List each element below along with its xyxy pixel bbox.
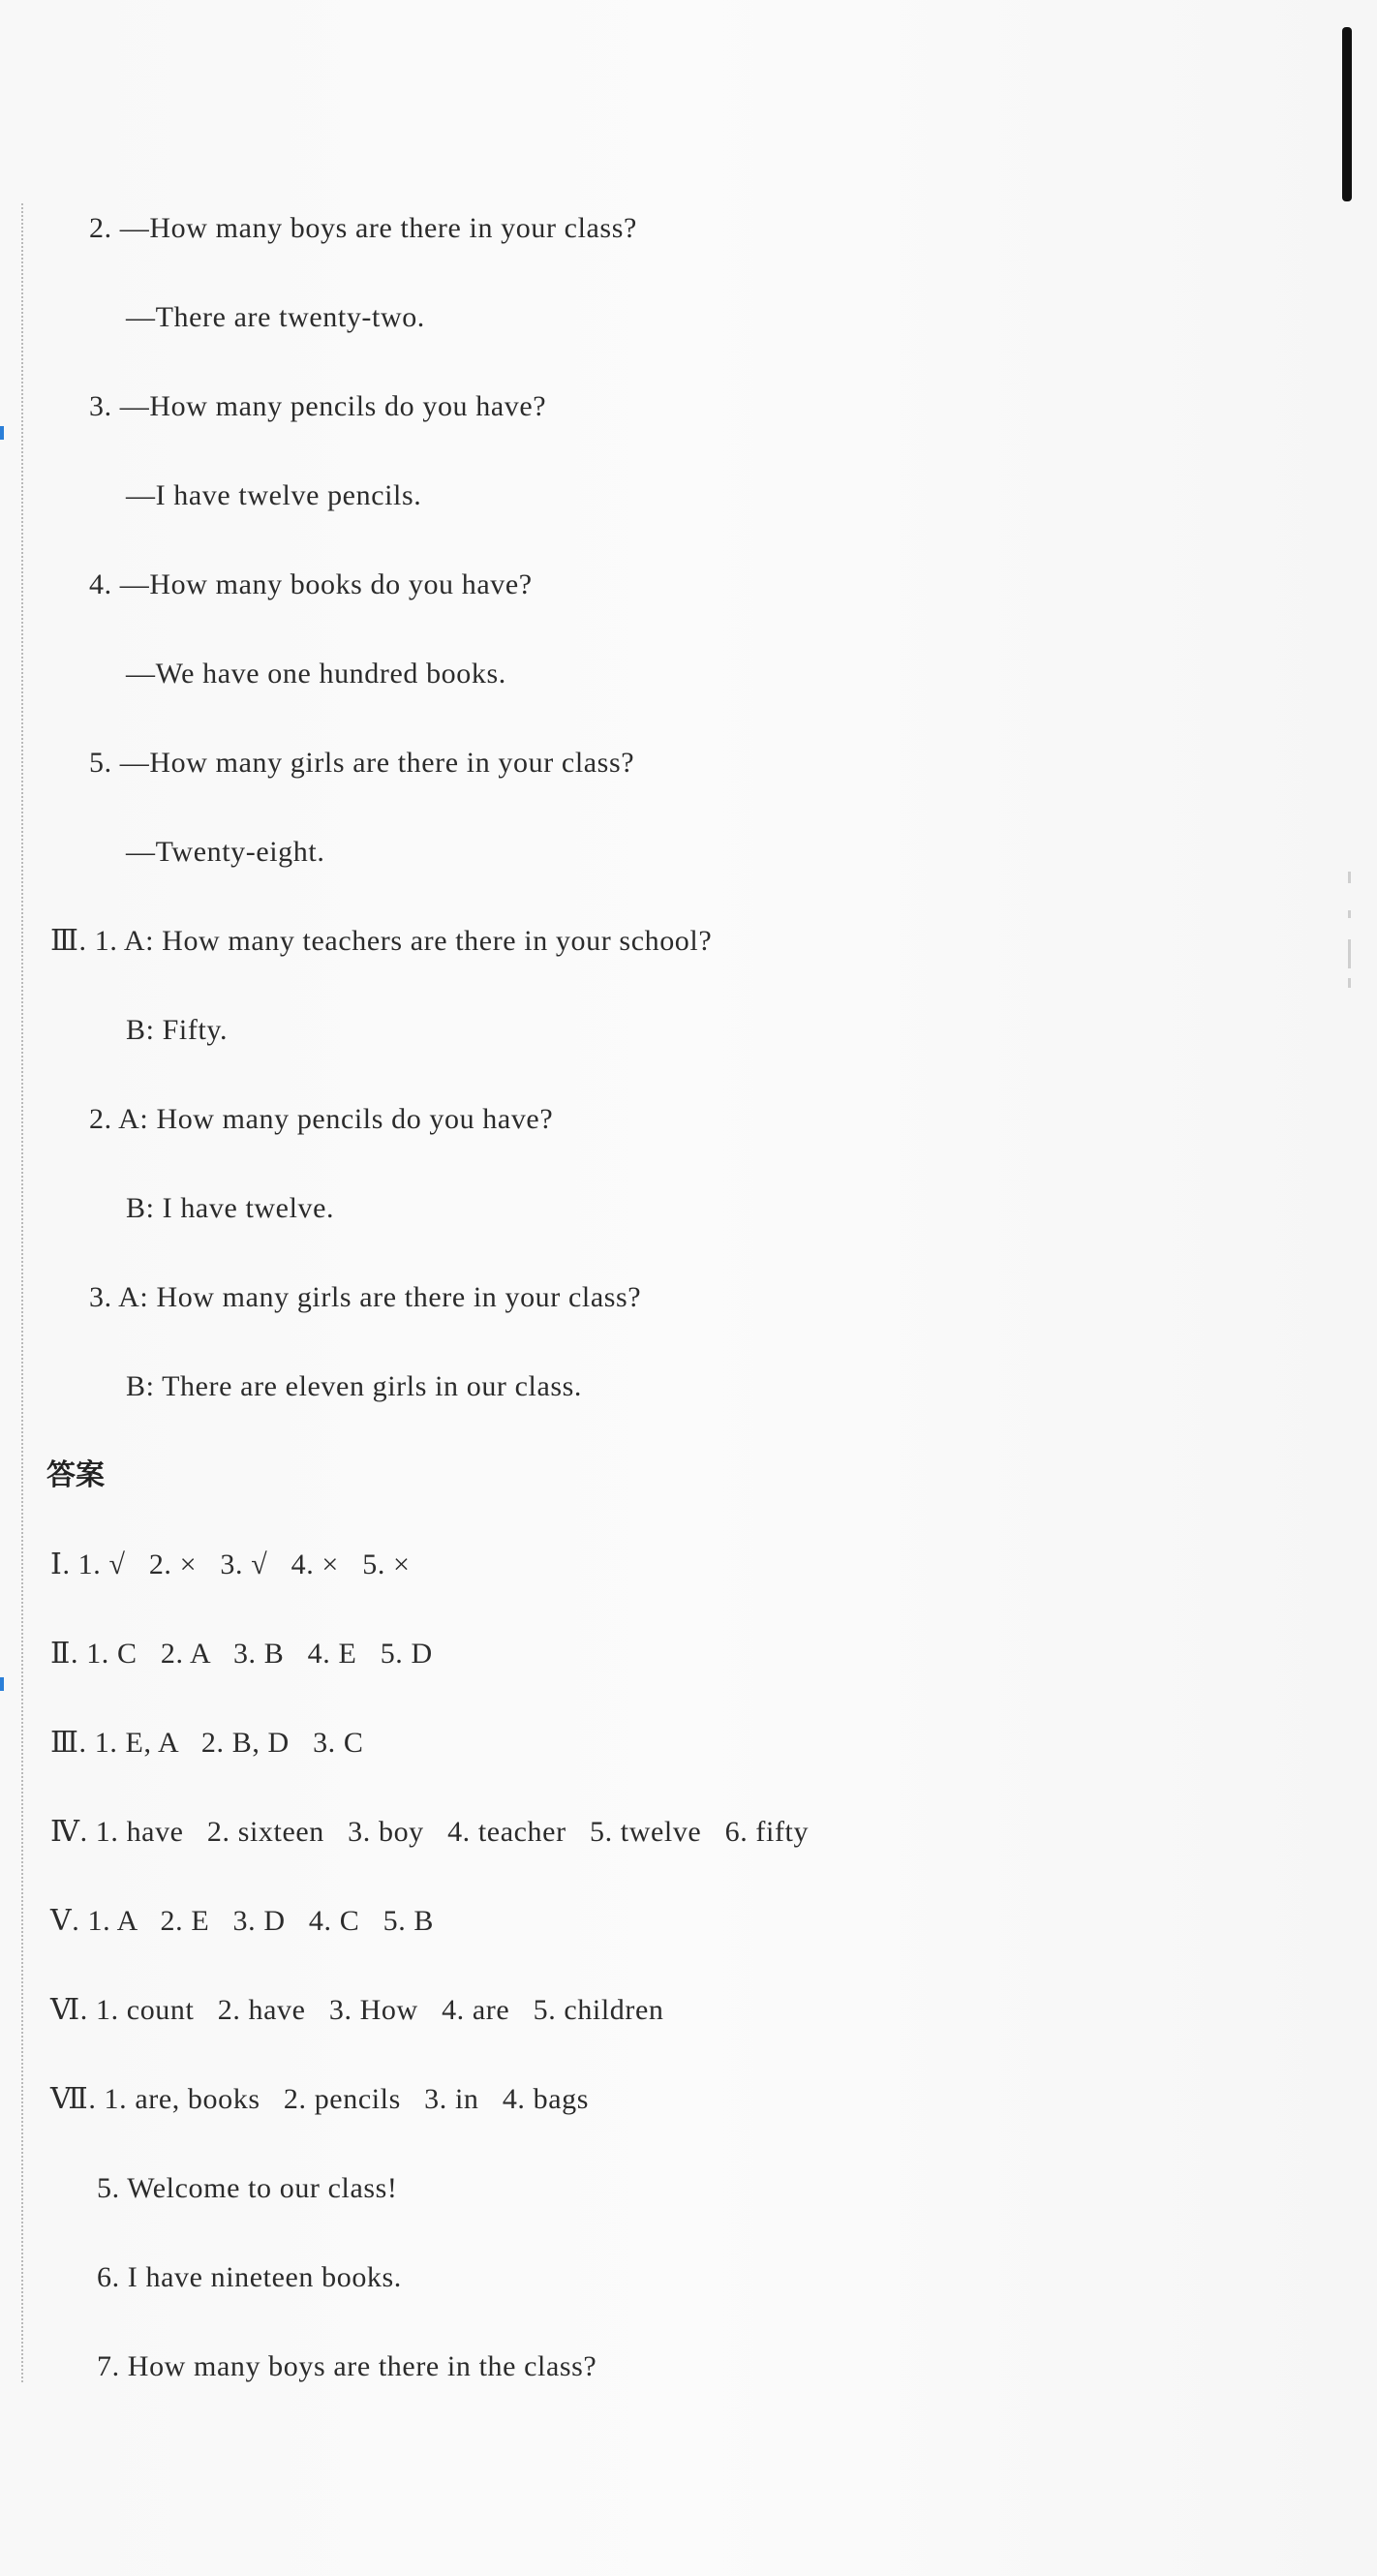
margin-mark	[0, 426, 4, 440]
answer-line: Ⅶ. 1. are, books 2. pencils 3. in 4. bags	[50, 2083, 590, 2115]
answer-line: 7. How many boys are there in the class?	[97, 2350, 597, 2382]
answer-line: Ⅰ. 1. √ 2. × 3. √ 4. × 5. ×	[50, 1549, 411, 1580]
answer-line: Ⅱ. 1. C 2. A 3. B 4. E 5. D	[50, 1638, 433, 1670]
dialogue-line: 3. —How many pencils do you have?	[89, 390, 547, 422]
dialogue-line: 2. A: How many pencils do you have?	[89, 1103, 554, 1135]
answer-line: Ⅲ. 1. E, A 2. B, D 3. C	[50, 1727, 364, 1759]
edge-speck	[1348, 872, 1351, 883]
answer-line: Ⅴ. 1. A 2. E 3. D 4. C 5. B	[50, 1905, 435, 1937]
dialogue-line: 4. —How many books do you have?	[89, 568, 533, 600]
page-edge-shadow	[1342, 27, 1352, 201]
dialogue-line: 3. A: How many girls are there in your class?	[89, 1281, 642, 1313]
answer-line: Ⅵ. 1. count 2. have 3. How 4. are 5. children	[50, 1994, 664, 2026]
dialogue-line: B: Fifty.	[126, 1014, 229, 1046]
dialogue-line: —There are twenty-two.	[126, 301, 425, 333]
edge-speck	[1348, 978, 1351, 988]
dialogue-line: Ⅲ. 1. A: How many teachers are there in your school?	[50, 925, 713, 957]
edge-speck	[1348, 939, 1351, 968]
dialogue-line: —Twenty-eight.	[126, 836, 325, 868]
edge-speck	[1348, 910, 1351, 918]
dialogue-line: B: There are eleven girls in our class.	[126, 1370, 583, 1402]
answers-heading: 答案	[46, 1458, 105, 1492]
answer-line: 6. I have nineteen books.	[97, 2261, 402, 2293]
dialogue-line: 5. —How many girls are there in your class?	[89, 747, 635, 779]
dialogue-line: B: I have twelve.	[126, 1192, 335, 1224]
answer-line: Ⅳ. 1. have 2. sixteen 3. boy 4. teacher 5. twelve 6. fifty	[50, 1816, 810, 1848]
answer-line: 5. Welcome to our class!	[97, 2172, 398, 2204]
binding-fold-line	[21, 203, 23, 2382]
margin-mark	[0, 1677, 4, 1691]
dialogue-line: 2. —How many boys are there in your class?	[89, 212, 637, 244]
dialogue-line: —We have one hundred books.	[126, 658, 506, 690]
dialogue-line: —I have twelve pencils.	[126, 479, 422, 511]
